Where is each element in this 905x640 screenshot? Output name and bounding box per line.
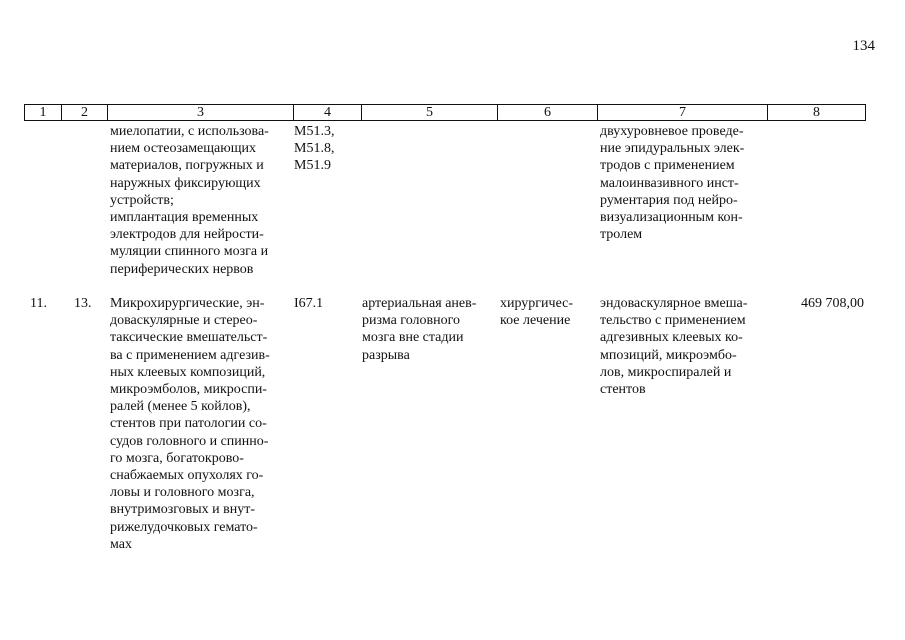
header-col-6: 6	[498, 105, 598, 120]
row-col-2: 13.	[74, 296, 92, 311]
header-col-1: 1	[25, 105, 62, 120]
row-col-1: 11.	[30, 296, 47, 311]
continuation-col-7: двухуровневое проведе- ние эпидуральных элек- тродов с применением малоинвазивного инст- рументария под нейро- визуализационным кон- тролем	[600, 124, 745, 243]
row-col-8: 469 708,00	[801, 296, 864, 311]
header-col-5: 5	[362, 105, 498, 120]
header-col-4: 4	[294, 105, 362, 120]
row-col-6: хирургичес- кое лечение	[500, 296, 574, 329]
continuation-col-4: M51.3, M51.8, M51.9	[294, 124, 335, 174]
page-number: 134	[852, 38, 875, 54]
header-col-8: 8	[813, 105, 820, 120]
header-col-3: 3	[108, 105, 294, 120]
table-header-row	[24, 104, 866, 121]
header-col-2: 2	[62, 105, 108, 120]
row-col-3: Микрохирургические, эн- доваскулярные и стерео- таксические вмешательст- ва с применением адгезив- ных клеевых композиций, микроэмболов, микроспи- ралей (менее 5 койлов), стентов при патологии со- судов головного и спинно- го мозга, богатокрово- снабжаемых опухолях го- ловы и головного мозга, внутримозговых и внут- рижелудочковых гемато- мах	[110, 296, 270, 552]
row-col-7: эндоваскулярное вмеша- тельство с применением адгезивных клеевых ко- мпозиций, микроэмбо- лов, микроспиралей и стентов	[600, 296, 748, 398]
row-col-4: I67.1	[294, 296, 324, 311]
row-col-5: артериальная анев- ризма головного мозга вне стадии разрыва	[362, 296, 477, 363]
continuation-col-3: миелопатии, с использова- нием остеозамещающих материалов, погружных и наружных фиксирующих устройств; имплантация временных электродов для нейрости- муляции спинного мозга и периферических нервов	[110, 124, 269, 277]
header-col-7: 7	[598, 105, 768, 120]
